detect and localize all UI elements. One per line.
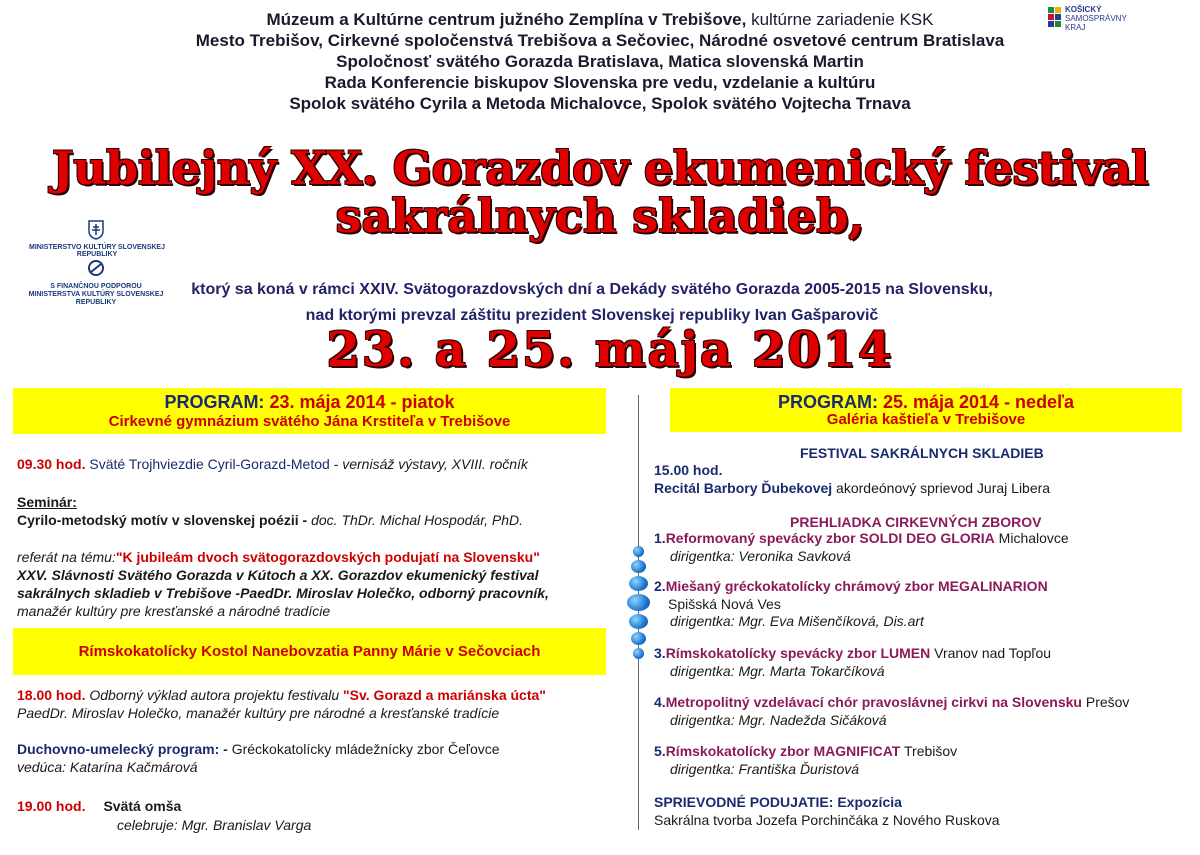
- bead: [629, 614, 648, 629]
- right-program-heading: [670, 392, 1182, 413]
- choir-place: Trebišov: [900, 743, 958, 759]
- event-1: [17, 455, 528, 473]
- event-2-line-2: PaedDr. Miroslav Holečko, manažér kultúry pre národné a kresťanské tradície: [17, 705, 500, 721]
- seminar-label: Seminár:: [17, 494, 77, 510]
- ministry-support-line-1: S FINANČNOU PODPOROU: [50, 283, 142, 290]
- lecture-topic: [17, 548, 540, 566]
- header-line-5: Spolok svätého Cyrila a Metoda Michalovce, Spolok svätého Vojtecha Trnava: [289, 94, 911, 113]
- choir-3-conductor: dirigentka: Mgr. Marta Tokarčíková: [670, 663, 885, 679]
- lecture-line-2: XXV. Slávnosti Svätého Gorazda v Kútoch a XX. Gorazdov ekumenický festival: [17, 567, 539, 583]
- header-line-4: Rada Konferencie biskupov Slovenska pre vedu, vzdelanie a kultúru: [324, 73, 876, 92]
- column-divider: [638, 395, 639, 830]
- event-2-title: "Sv. Gorazd a mariánska úcta": [343, 687, 546, 703]
- ministry-support-icon: [87, 259, 105, 282]
- header-line-1-bold: Múzeum a Kultúrne centrum južného Zemplína v Trebišove,: [266, 10, 747, 29]
- event-1-title: Sväté Trojhviezdie Cyril-Gorazd-Metod: [89, 456, 330, 472]
- event-2: [17, 686, 546, 704]
- left-program-label: PROGRAM:: [164, 392, 265, 412]
- left-venue-2-banner: [13, 628, 606, 675]
- recital-title: Recitál Barbory Ďubekovej: [654, 480, 833, 496]
- choir-1-conductor: dirigentka: Veronika Savková: [670, 548, 851, 564]
- recital: [654, 479, 1050, 497]
- right-program-label: PROGRAM:: [777, 392, 878, 412]
- choir-number: 1.: [654, 530, 666, 546]
- header-line-2: Mesto Trebišov, Cirkevné spoločenstvá Trebišova a Sečoviec, Národné osvetové centrum Bratislava: [195, 31, 1005, 50]
- header-line-3: Spoločnosť svätého Gorazda Bratislava, Matica slovenská Martin: [336, 52, 864, 71]
- ksk-emblem-icon: [1046, 5, 1064, 35]
- choir-name: Miešaný gréckokatolícky chrámový zbor MEGALINARION: [665, 578, 1048, 594]
- event-3-detail: Gréckokatolícky mládežnícky zbor Čeľovce: [227, 741, 500, 757]
- ksk-logo-text: [1065, 5, 1127, 32]
- festival-date: 23. a 25. mája 2014: [326, 322, 894, 378]
- ksk-logo-line-1: KOŠICKÝ: [1065, 5, 1102, 14]
- ministry-emblem-icon: [88, 220, 104, 245]
- event-1-time: 09.30 hod.: [17, 456, 86, 472]
- bead: [633, 648, 644, 659]
- header-line-1: [0, 9, 1200, 30]
- festival-title-line-2: sakrálnych skladieb,: [335, 189, 865, 243]
- bead: [633, 546, 644, 557]
- choir-5-conductor: dirigentka: Františka Ďuristová: [670, 761, 860, 777]
- left-program-banner: [13, 388, 606, 434]
- festival-heading: FESTIVAL SAKRÁLNYCH SKLADIEB: [800, 445, 1044, 461]
- ksk-logo: [1046, 2, 1150, 38]
- lecture-prefix: referát na tému:: [17, 549, 116, 565]
- recital-time: 15.00 hod.: [654, 462, 723, 478]
- event-4-title: Svätá omša: [103, 798, 182, 814]
- seminar-title: Cyrilo-metodský motív v slovenskej poézii -: [17, 512, 308, 528]
- bead: [627, 594, 650, 611]
- lecture-line-4: manažér kultúry pre kresťanské a národné tradície: [17, 603, 331, 619]
- choir-number: 5.: [654, 743, 666, 759]
- left-venue-2: Rímskokatolícky Kostol Nanebovzatia Panny Márie v Sečovciach: [78, 643, 541, 660]
- subtitle-line-2: nad ktorými prevzal záštitu prezident Slovenskej republiky Ivan Gašparovič: [305, 307, 879, 324]
- choir-number: 4.: [654, 694, 666, 710]
- choir-2-place: Spišská Nová Ves: [668, 596, 781, 612]
- header-line-1-normal: kultúrne zariadenie KSK: [746, 10, 934, 29]
- left-program-date: 23. mája 2014 - piatok: [264, 392, 455, 412]
- event-3-line-2: vedúca: Katarína Kačmárová: [17, 759, 198, 775]
- event-3-title: Duchovno-umelecký program: -: [17, 741, 228, 757]
- choir-number: 3.: [654, 645, 666, 661]
- choir-place: Michalovce: [994, 530, 1069, 546]
- choir-name: Reformovaný spevácky zbor SOLDI DEO GLORIA: [665, 530, 995, 546]
- choir-place: Vranov nad Topľou: [930, 645, 1052, 661]
- choir-name: Metropolitný vzdelávací chór pravoslávnej cirkvi na Slovensku: [665, 694, 1082, 710]
- choirs-heading: PREHLIADKA CIRKEVNÝCH ZBOROV: [790, 514, 1042, 530]
- choir-4-conductor: dirigentka: Mgr. Nadežda Sičáková: [670, 712, 887, 728]
- bead: [631, 560, 646, 573]
- side-event-text: Sakrálna tvorba Jozefa Porchinčáka z Nového Ruskova: [654, 812, 1000, 828]
- choir-4: [654, 693, 1129, 711]
- choir-1: [654, 529, 1069, 547]
- event-2-detail: Odborný výklad autora projektu festivalu: [85, 687, 344, 703]
- seminar-topic: [17, 511, 523, 529]
- bead: [631, 632, 646, 645]
- left-program-heading: [13, 392, 606, 413]
- event-4-line-2: celebruje: Mgr. Branislav Varga: [117, 817, 312, 833]
- choir-5: [654, 742, 957, 760]
- ministry-support-line-2: MINISTERSTVA KULTÚRY SLOVENSKEJ REPUBLIKY: [28, 291, 164, 306]
- choir-2-conductor: dirigentka: Mgr. Eva Mišenčíková, Dis.art: [670, 613, 924, 629]
- right-venue: Galéria kaštieľa v Trebišove: [826, 411, 1026, 428]
- choir-3: [654, 644, 1051, 662]
- right-program-date: 25. mája 2014 - nedeľa: [877, 392, 1075, 412]
- ksk-logo-line-3: KRAJ: [1065, 23, 1086, 32]
- right-program-banner: [670, 388, 1182, 432]
- event-4-time: 19.00 hod.: [17, 798, 86, 814]
- choir-place: Prešov: [1081, 694, 1130, 710]
- choir-number: 2.: [654, 578, 666, 594]
- subtitle-line-1: ktorý sa koná v rámci XXIV. Svätogorazdovských dní a Dekády svätého Gorazda 2005-2015 na Slovensku,: [191, 281, 993, 298]
- event-4: [17, 797, 181, 815]
- recital-detail: akordeónový sprievod Juraj Libera: [832, 480, 1051, 496]
- choir-name: Rímskokatolícky spevácky zbor LUMEN: [665, 645, 931, 661]
- ksk-logo-line-2: SAMOSPRÁVNY: [1065, 14, 1127, 23]
- lecture-title: "K jubileám dvoch svätogorazdovských podujatí na Slovensku": [115, 549, 540, 565]
- lecture-line-3: sakrálnych skladieb v Trebišove -PaedDr. Miroslav Holečko, odborný pracovník,: [17, 585, 549, 601]
- event-1-detail: - vernisáž výstavy, XVIII. ročník: [329, 456, 528, 472]
- event-3: [17, 740, 500, 758]
- bead: [629, 576, 648, 591]
- festival-title-line-1: Jubilejný XX. Gorazdov ekumenický festival: [51, 141, 1149, 195]
- left-venue-1: Cirkevné gymnázium svätého Jána Krstiteľa v Trebišove: [108, 413, 511, 430]
- side-event-heading: SPRIEVODNÉ PODUJATIE: Expozícia: [654, 794, 902, 810]
- ministry-logo-text: MINISTERSTVO KULTÚRY SLOVENSKEJ REPUBLIKY: [29, 244, 165, 258]
- seminar-speaker: doc. ThDr. Michal Hospodár, PhD.: [307, 512, 523, 528]
- event-2-time: 18.00 hod.: [17, 687, 86, 703]
- choir-2: [654, 577, 1048, 595]
- choir-name: Rímskokatolícky zbor MAGNIFICAT: [665, 743, 901, 759]
